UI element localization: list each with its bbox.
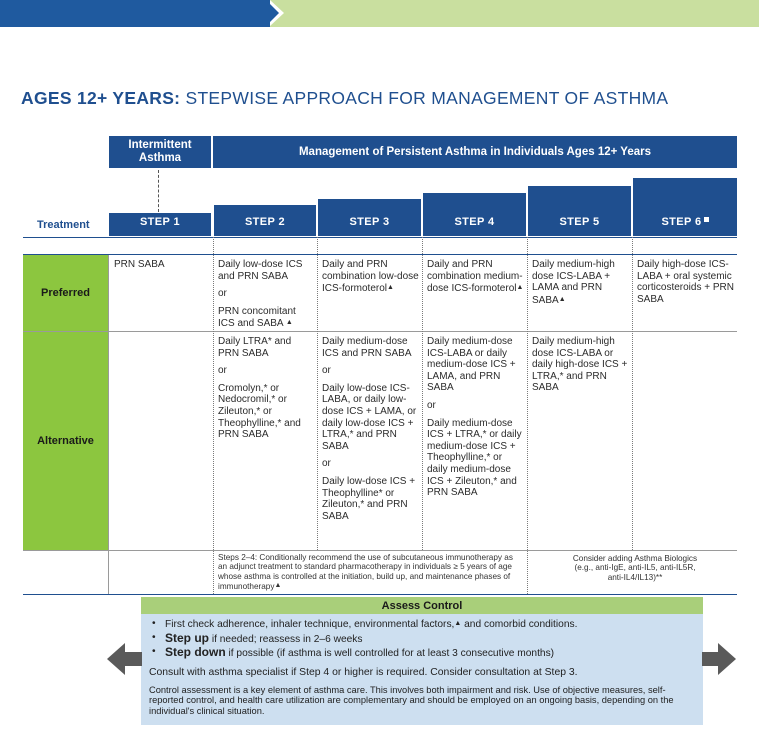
column-divider — [317, 237, 318, 550]
step-3: STEP 3 — [318, 199, 421, 236]
step-1: STEP 1 — [109, 213, 211, 236]
preferred-step2: Daily low-dose ICS and PRN SABA or PRN concomitant ICS and SABA ▲ — [218, 259, 303, 330]
triangle-icon: ▲ — [387, 284, 394, 292]
consult-note: Consult with asthma specialist if Step 4 or higher is required. Consider consultation at Step 3. — [149, 666, 578, 678]
step-6: STEP 6 — [633, 178, 737, 236]
step-up-arrow-icon — [718, 643, 736, 675]
step-5: STEP 5 — [528, 186, 631, 236]
triangle-icon: ▲ — [285, 319, 293, 327]
triangle-icon: ▲ — [558, 295, 566, 303]
alternative-step5: Daily medium-high dose ICS-LABA or daily high-dose ICS + LTRA,* and PRN SABA — [532, 336, 628, 394]
column-divider — [527, 237, 528, 594]
row-divider-bottom — [23, 550, 737, 551]
page-title: AGES 12+ YEARS: STEPWISE APPROACH FOR MANAGEMENT OF ASTHMA — [21, 88, 669, 108]
step-down-arrow-tail — [124, 652, 142, 666]
persistent-asthma-header: Management of Persistent Asthma in Individuals Ages 12+ Years — [213, 136, 737, 168]
header-connector — [158, 170, 159, 212]
assess-bullet: • Step down if possible (if asthma is well controlled for at least 3 consecutive months) — [149, 646, 699, 661]
alternative-step3: Daily medium-dose ICS and PRN SABA or Daily low-dose ICS-LABA, or daily low-dose ICS + LAMA, or daily low-dose ICS + LTRA,* and PRN SABA or Daily low-dose ICS + Theophylline* or Zileuton,* and PRN SABA — [322, 336, 417, 522]
column-divider — [108, 255, 109, 594]
assess-control-body — [149, 618, 699, 717]
row-label-alternative: Alternative — [23, 332, 108, 550]
alternative-step2: Daily LTRA* and PRN SABA or Cromolyn,* or Nedocromil,* or Zileuton,* or Theophylline,* and PRN SABA — [218, 336, 301, 441]
top-banner-green — [270, 0, 759, 27]
assess-control-heading: Assess Control — [141, 597, 703, 614]
preferred-step6: Daily high-dose ICS-LABA + oral systemic corticosteroids + PRN SABA — [637, 259, 734, 305]
top-banner-blue — [0, 0, 270, 27]
preferred-step5: Daily medium-high dose ICS-LABA + LAMA and PRN SABA▲ — [532, 259, 615, 306]
column-divider — [422, 237, 423, 550]
treatment-label: Treatment — [37, 219, 90, 231]
immunotherapy-note: Steps 2–4: Conditionally recommend the use of subcutaneous immunotherapy as an adjunct treatment to standard pharmacotherapy in individuals ≥ 5 years of age whose asthma is controlled at the initiation, build up, and maintenance phases of immunotherapy▲ — [218, 553, 513, 592]
biologics-note: Consider adding Asthma Biologics (e.g., anti-IgE, anti-IL5, anti-IL5R, anti-IL4/IL13)** — [572, 554, 698, 582]
footnote-square-icon — [704, 217, 709, 222]
triangle-icon: ▲ — [274, 582, 282, 590]
table-bottom-rule — [23, 594, 737, 595]
banner-chevron — [266, 0, 279, 26]
step-up-arrow-tail — [702, 652, 719, 666]
row-divider — [23, 331, 737, 332]
step-down-arrow-icon — [107, 643, 125, 675]
step-2: STEP 2 — [214, 205, 316, 236]
control-assessment-note: Control assessment is a key element of asthma care. This involves both impairment and risk. Use of objective measures, self-reported control, and health care utilization are complementary and should be employed on an ongoing basis, depending on the individual's clinical situation. — [149, 684, 674, 717]
table-top-rule — [23, 254, 737, 255]
treatment-rule — [23, 237, 737, 238]
intermittent-asthma-header: Intermittent Asthma — [109, 136, 211, 168]
alternative-step4: Daily medium-dose ICS-LABA or daily medium-dose ICS + LAMA, and PRN SABA or Daily medium-dose ICS + LTRA,* or daily medium-dose ICS + Theophylline,* or daily medium-dose ICS + Zileuton,* and PRN SABA — [427, 336, 522, 499]
column-divider — [632, 237, 633, 550]
step-4: STEP 4 — [423, 193, 526, 236]
preferred-step4: Daily and PRN combination medium-dose ICS-formoterol▲ — [427, 259, 524, 295]
preferred-step3: Daily and PRN combination low-dose ICS-formoterol▲ — [322, 259, 419, 295]
row-label-preferred: Preferred — [23, 255, 108, 331]
assess-bullet: • First check adherence, inhaler technique, environmental factors,▲ and comorbid conditions. — [149, 618, 699, 632]
preferred-step1: PRN SABA — [114, 259, 165, 270]
triangle-icon: ▲ — [516, 284, 524, 292]
triangle-icon: ▲ — [454, 620, 462, 627]
assess-bullet: • Step up if needed; reassess in 2–6 weeks — [149, 632, 699, 647]
column-divider — [213, 237, 214, 594]
